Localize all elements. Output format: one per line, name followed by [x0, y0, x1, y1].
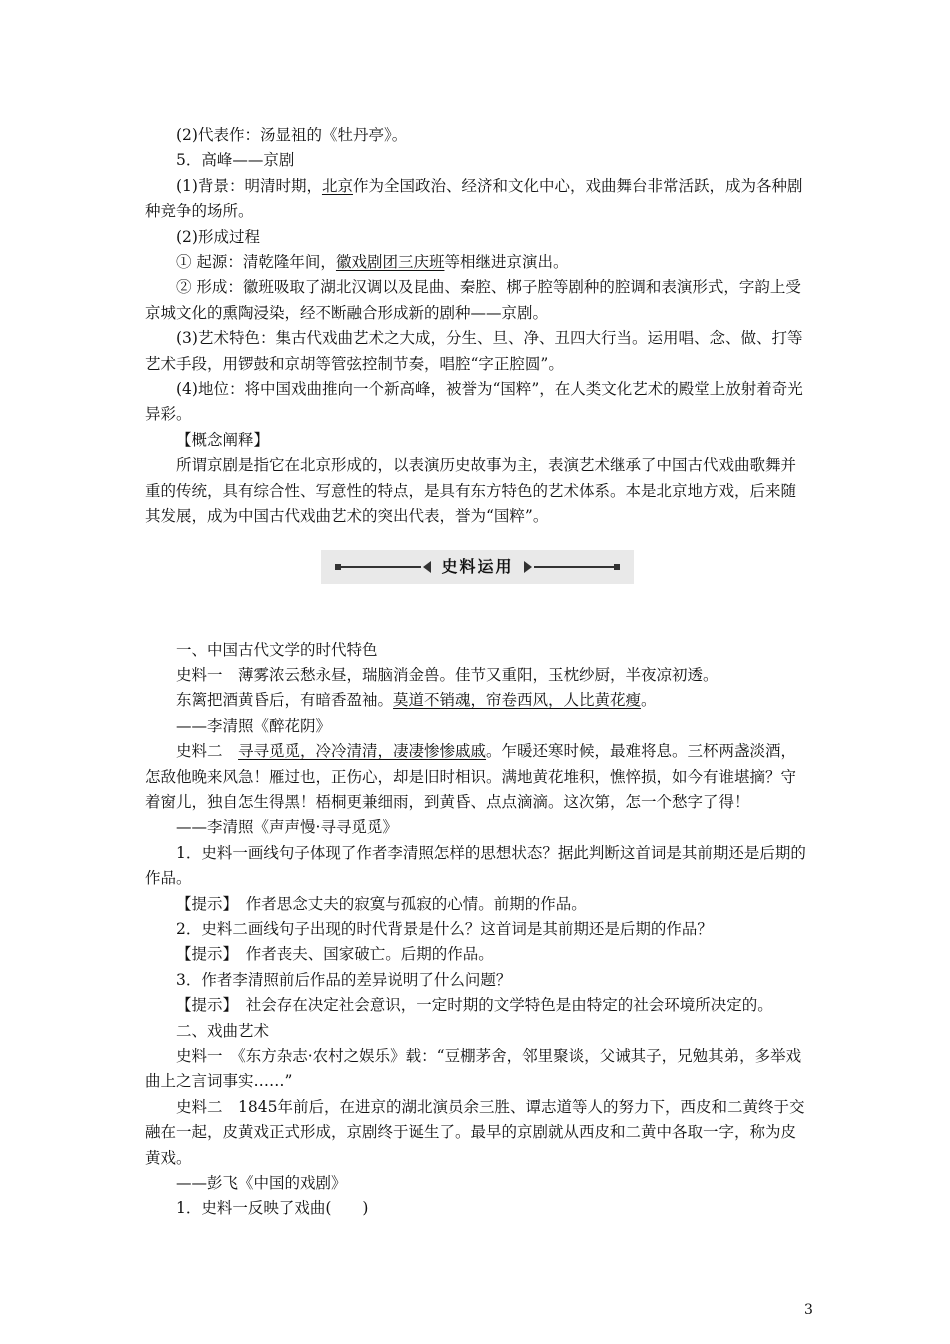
paragraph: 所谓京剧是指它在北京形成的，以表演历史故事为主，表演艺术继承了中国古代戏曲歌舞并重的传统，具有综合性、写意性的特点，是具有东方特色的艺术体系。本是北京地方戏，后来随其发展，成为中国古代戏曲艺术的突出代表，誉为“国粹”。	[145, 456, 797, 526]
question: 2．史料二画线句子出现的时代背景是什么？这首词是其前期还是后期的作品？	[176, 919, 713, 938]
divider-line	[341, 566, 421, 568]
square-bullet-icon	[614, 564, 620, 570]
source-text: 史料一 薄雾浓云愁永昼，瑞脑消金兽。佳节又重阳，玉枕纱厨，半夜凉初透。	[176, 665, 719, 684]
paragraph: ② 形成：徽班吸取了湖北汉调以及昆曲、秦腔、梆子腔等剧种的腔调和表演形式，字韵上受京城文化的熏陶浸染，经不断融合形成新的剧种——京剧。	[145, 278, 801, 322]
page-number: 3	[804, 1302, 813, 1318]
question: 3．作者李清照前后作品的差异说明了什么问题？	[176, 970, 512, 989]
hint: 【提示】 作者丧夫、国家破亡。后期的作品。	[176, 945, 494, 964]
text: 史料二	[176, 742, 239, 761]
text: (1)背景：明清时期，	[176, 176, 322, 195]
divider-line	[534, 566, 614, 568]
source-text: 史料二 1845年前后，在进京的湖北演员余三胜、谭志道等人的努力下，西皮和二黄终于交融在一起，皮黄戏正式形成，京剧终于诞生了。最早的京剧就从西皮和二黄中各取一字，称为皮黄戏。	[145, 1097, 805, 1167]
banner-title: 史料运用	[441, 556, 514, 576]
paragraph: (2)形成过程	[176, 227, 260, 246]
paragraph: (2)代表作：汤显祖的《牡丹亭》。	[176, 126, 408, 144]
underlined-text: 寻寻觅觅，冷冷清清，凄凄惨惨戚戚	[238, 742, 487, 761]
paragraph: (3)艺术特色：集古代戏曲艺术之大成，分生、旦、净、丑四大行当。运用唱、念、做、打等艺术手段，用锣鼓和京胡等管弦控制节奏，唱腔“字正腔圆”。	[145, 329, 803, 373]
underlined-text: 北京	[321, 176, 353, 195]
section-heading: 二、戏曲艺术	[176, 1021, 270, 1040]
source-text	[145, 739, 810, 815]
section-banner	[145, 550, 810, 584]
underlined-text: 徽戏剧团三庆班	[335, 253, 445, 272]
triangle-left-icon	[423, 561, 431, 573]
source-citation: ——李清照《声声慢·寻寻觅觅》	[176, 818, 398, 837]
text: 等相继进京演出。	[444, 253, 569, 272]
text: 作为全国政治、经济和文化中心，戏曲舞台非常活跃，成为各种剧种竞争的场所。	[145, 176, 803, 221]
source-text	[145, 688, 810, 713]
text: 。乍暖还寒时候，最难将息。三杯两盏淡酒，怎敌他晚来风急！雁过也，正伤心，却是旧时相识。满地黄花堆积，憔悴损，如今有谁堪摘？守着窗儿，独自怎生得黑！梧桐更兼细雨，到黄昏、点点滴滴。这次第，怎一个愁字了得！	[145, 742, 797, 811]
banner-box	[321, 550, 633, 584]
page-content	[145, 123, 810, 1222]
source-citation: ——李清照《醉花阴》	[176, 716, 332, 735]
triangle-right-icon	[524, 561, 532, 573]
text: ① 起源：清乾隆年间，	[176, 253, 336, 272]
section-heading: 一、中国古代文学的时代特色	[176, 640, 378, 659]
underlined-text: 莫道不销魂，帘卷西风，人比黄花瘦	[393, 691, 642, 710]
source-citation: ——彭飞《中国的戏剧》	[176, 1174, 347, 1193]
concept-heading: 【概念阐释】	[176, 430, 270, 449]
question: 1．史料一画线句子体现了作者李清照怎样的思想状态？据此判断这首词是其前期还是后期的作品。	[145, 843, 806, 888]
paragraph	[145, 250, 810, 275]
paragraph: (4)地位：将中国戏曲推向一个新高峰，被誉为“国粹”，在人类文化艺术的殿堂上放射着奇光异彩。	[145, 380, 803, 424]
text: 。	[641, 691, 657, 710]
hint: 【提示】 社会存在决定社会意识，一定时期的文学特色是由特定的社会环境所决定的。	[176, 996, 773, 1015]
text: 东篱把酒黄昏后，有暗香盈袖。	[176, 691, 394, 710]
hint: 【提示】 作者思念丈夫的寂寞与孤寂的心情。前期的作品。	[176, 894, 587, 913]
source-text: 史料一 《东方杂志·农村之娱乐》载：“豆棚茅舍，邻里聚谈，父诫其子，兄勉其弟，多举戏曲上之言词事实……”	[145, 1047, 802, 1091]
question: 1．史料一反映了戏曲( )	[176, 1199, 369, 1218]
paragraph	[145, 174, 810, 225]
heading: 5．高峰——京剧	[176, 151, 295, 170]
